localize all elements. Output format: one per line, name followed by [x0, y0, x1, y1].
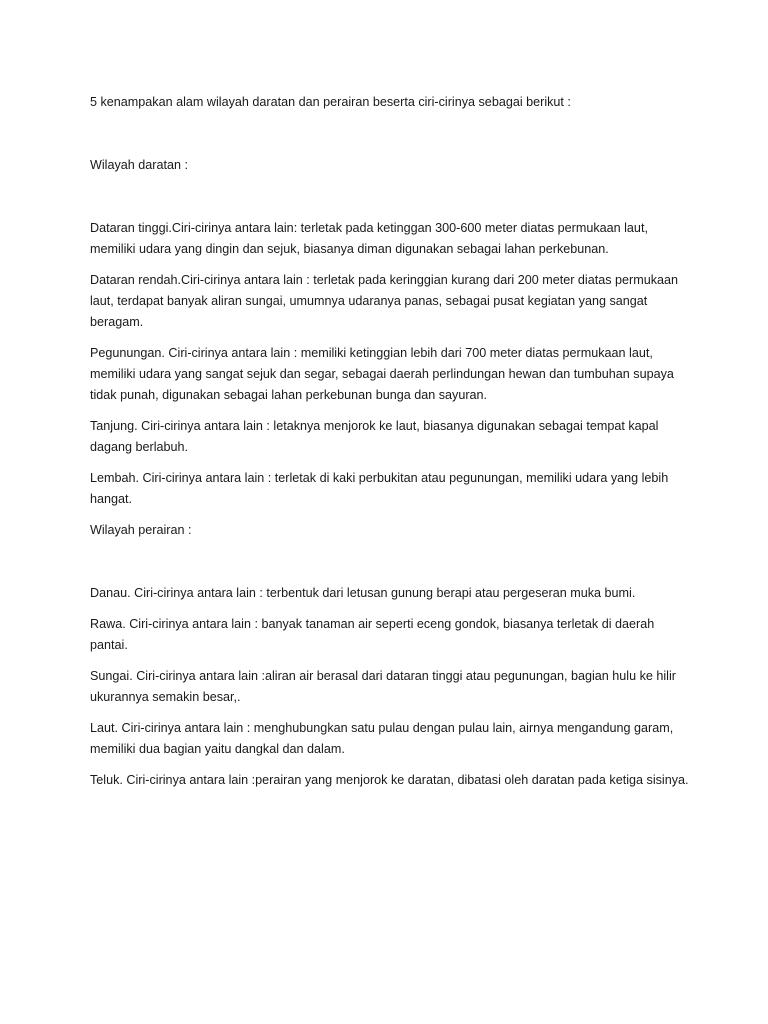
intro-paragraph: 5 kenampakan alam wilayah daratan dan perairan beserta ciri-cirinya sebagai berikut : [90, 95, 571, 109]
water-heading: Wilayah perairan : [90, 523, 192, 537]
water-item-sungai: Sungai. Ciri-cirinya antara lain :aliran air berasal dari dataran tinggi atau pegunungan, bagian hulu ke hilir ukurannya semakin besar,. [90, 669, 676, 704]
land-item-tanjung: Tanjung. Ciri-cirinya antara lain : letaknya menjorok ke laut, biasanya digunakan sebagai tempat kapal dagang berlabuh. [90, 419, 659, 454]
land-item-pegunungan: Pegunungan. Ciri-cirinya antara lain : memiliki ketinggian lebih dari 700 meter diatas permukaan laut, memiliki udara yang sangat sejuk dan segar, sebagai daerah perlindungan hewan dan tumbuhan supaya tidak punah, digunakan sebagai lahan perkebunan bunga dan sayuran. [90, 346, 674, 402]
land-item-lembah: Lembah. Ciri-cirinya antara lain : terletak di kaki perbukitan atau pegunungan, memiliki udara yang lebih hangat. [90, 471, 669, 506]
land-item-dataran-rendah: Dataran rendah.Ciri-cirinya antara lain : terletak pada keringgian kurang dari 200 meter diatas permukaan laut, terdapat banyak aliran sungai, umumnya udaranya panas, sebagai pusat kegiatan yang sangat beragam. [90, 273, 679, 329]
water-item-danau: Danau. Ciri-cirinya antara lain : terbentuk dari letusan gunung berapi atau pergeseran muka bumi. [90, 586, 636, 600]
land-heading: Wilayah daratan : [90, 158, 189, 172]
land-item-dataran-tinggi: Dataran tinggi.Ciri-cirinya antara lain: terletak pada ketinggan 300-600 meter diatas permukaan laut, memiliki udara yang dingin dan sejuk, biasanya diman digunakan sebagai lahan perkebunan. [90, 221, 648, 256]
document-body [90, 92, 690, 801]
water-item-laut: Laut. Ciri-cirinya antara lain : menghubungkan satu pulau dengan pulau lain, airnya mengandung garam, memiliki dua bagian yaitu dangkal dan dalam. [90, 721, 674, 756]
water-item-rawa: Rawa. Ciri-cirinya antara lain : banyak tanaman air seperti eceng gondok, biasanya terletak di daerah pantai. [90, 617, 655, 652]
water-item-teluk: Teluk. Ciri-cirinya antara lain :perairan yang menjorok ke daratan, dibatasi oleh daratan pada ketiga sisinya. [90, 773, 689, 787]
